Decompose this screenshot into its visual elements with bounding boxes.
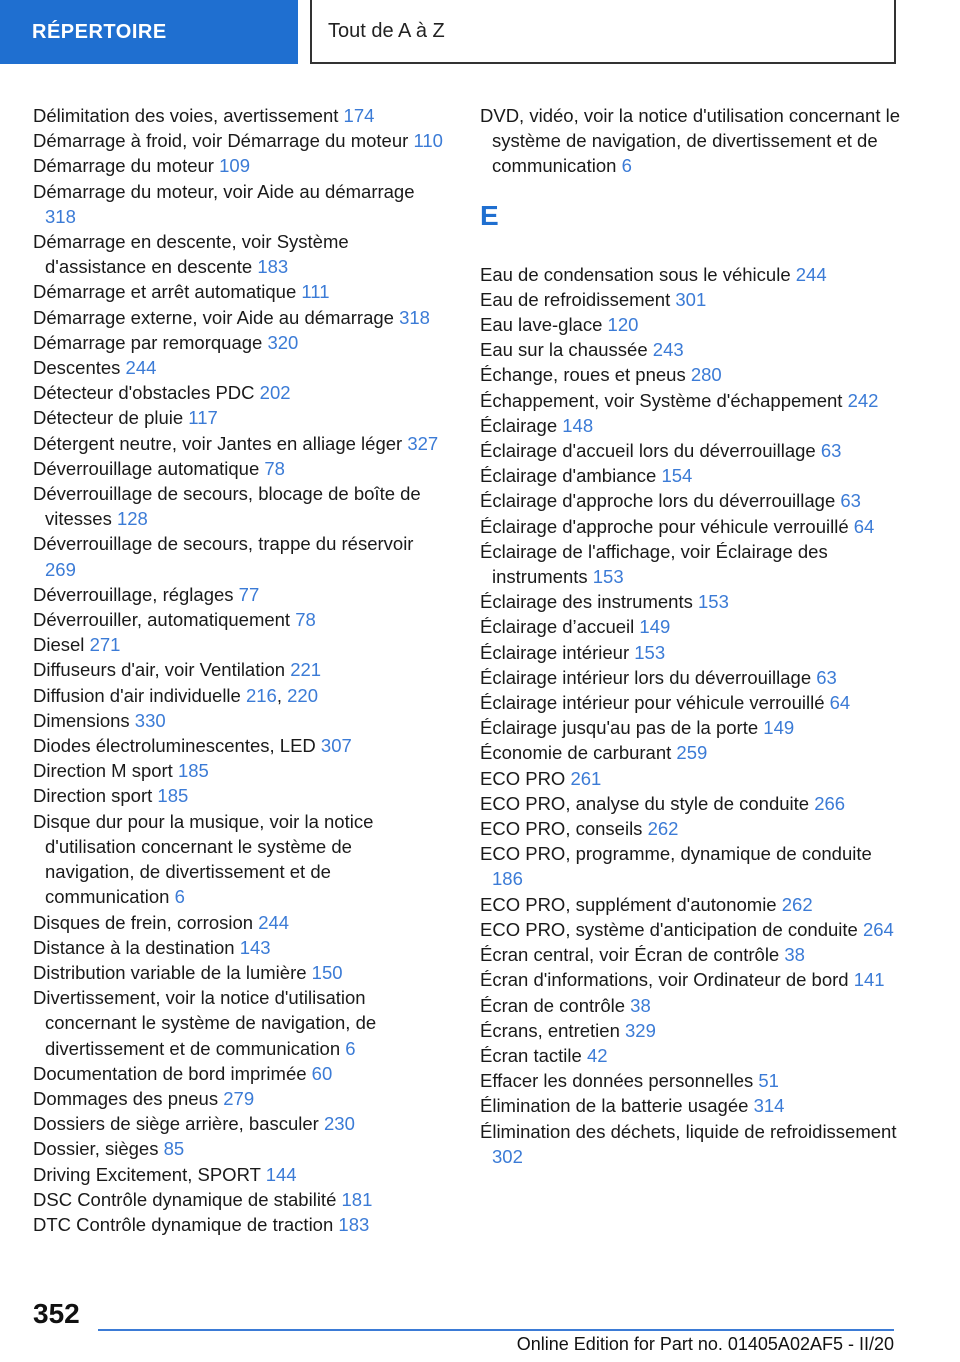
- entry-text: Dossier, sièges: [33, 1138, 164, 1160]
- entry-text: Éclairage intérieur pour véhicule verrouillé: [480, 692, 830, 714]
- entry-text: Déverrouillage de secours, blocage de boîte de vitesses: [33, 483, 421, 530]
- index-entry: [480, 791, 900, 816]
- index-entry: [480, 640, 900, 665]
- page-link[interactable]: 264: [862, 918, 894, 940]
- index-entry: [33, 632, 443, 657]
- index-entry: [480, 1018, 900, 1043]
- section-tab: RÉPERTOIRE: [0, 0, 298, 64]
- entry-text: Échange, roues et pneus: [480, 364, 691, 386]
- entry-text: Déverrouillage de secours, trappe du réservoir: [33, 533, 414, 555]
- page-link[interactable]: 141: [853, 969, 885, 991]
- index-entry: [480, 463, 900, 488]
- entry-text: Direction sport: [33, 785, 158, 807]
- index-entry: [480, 917, 900, 942]
- entry-text: Démarrage externe, voir Aide au démarrage: [33, 306, 400, 328]
- page-link[interactable]: 266: [814, 792, 846, 814]
- index-entry: [33, 456, 443, 481]
- page-link[interactable]: 120: [607, 314, 639, 336]
- page-link[interactable]: 244: [795, 263, 827, 285]
- index-entry: [480, 388, 900, 413]
- index-entry: [480, 1119, 900, 1169]
- page-number: 352: [33, 1298, 80, 1329]
- page-link[interactable]: 259: [676, 742, 708, 764]
- index-entry: [33, 103, 443, 128]
- entry-text: Diesel: [33, 634, 90, 656]
- entry-text: Diffusion d'air individuelle: [33, 684, 246, 706]
- entry-text: Éclairage intérieur lors du déverrouillage: [480, 666, 817, 688]
- index-entry: [33, 431, 443, 456]
- entry-text: Écran central, voir Écran de contrôle: [480, 944, 785, 966]
- index-entry: [33, 657, 443, 682]
- entry-text: Éclairage d'accueil lors du déverrouillage: [480, 440, 821, 462]
- page-link[interactable]: 202: [259, 382, 291, 404]
- index-entry: [33, 758, 443, 783]
- entry-text: Descentes: [33, 357, 126, 379]
- index-entry: [480, 488, 900, 513]
- page-link[interactable]: 78: [295, 609, 316, 631]
- page-link[interactable]: 111: [301, 281, 330, 303]
- entry-text: Démarrage par remorquage: [33, 331, 268, 353]
- entry-text: Distance à la destination: [33, 936, 240, 958]
- index-entry: [480, 287, 900, 312]
- index-entry: [480, 967, 900, 992]
- index-entry: [480, 841, 900, 891]
- page-link[interactable]: 301: [675, 288, 707, 310]
- index-entry: [33, 1187, 443, 1212]
- page-link[interactable]: 153: [634, 641, 666, 663]
- entry-text: Écran tactile: [480, 1044, 587, 1066]
- page-link[interactable]: 244: [258, 911, 290, 933]
- page-link[interactable]: 318: [399, 306, 430, 328]
- page-link[interactable]: 262: [781, 893, 813, 915]
- entry-text: Disque dur pour la musique, voir la notice d'utilisation concernant le système de navigation, de divertissement et de communication: [33, 810, 374, 908]
- page-link[interactable]: 244: [125, 357, 157, 379]
- page-link[interactable]: 6: [345, 1037, 356, 1059]
- index-entry: [480, 740, 900, 765]
- entry-text: Élimination des déchets, liquide de refroidissement: [480, 1120, 897, 1142]
- page-link[interactable]: 153: [592, 566, 624, 588]
- entry-text: ECO PRO, système d'anticipation de conduite: [480, 918, 863, 940]
- entry-text: Driving Excitement, SPORT: [33, 1163, 266, 1185]
- index-group-d-continued: [480, 103, 900, 179]
- index-entry: [33, 330, 443, 355]
- page-link[interactable]: 63: [820, 440, 842, 462]
- page-link[interactable]: 144: [265, 1163, 297, 1185]
- page-link[interactable]: 220: [287, 684, 319, 706]
- entry-text: Détergent neutre, voir Jantes en alliage léger: [33, 432, 408, 454]
- page-link[interactable]: 242: [847, 389, 879, 411]
- page-link[interactable]: 148: [562, 414, 594, 436]
- index-entry: [480, 103, 900, 179]
- index-entry: [33, 960, 443, 985]
- index-entry: [33, 380, 443, 405]
- page-link[interactable]: 150: [311, 961, 343, 983]
- entry-text: Éclairage de l'affichage, voir Éclairage des instruments: [480, 540, 828, 588]
- index-entry: [33, 1162, 443, 1187]
- entry-text: ECO PRO, conseils: [480, 818, 648, 840]
- entry-text: DTC Contrôle dynamique de traction: [33, 1213, 339, 1235]
- entry-text: Démarrage en descente, voir Système d'assistance en descente: [33, 231, 349, 278]
- page-header-title: Tout de A à Z: [310, 0, 896, 64]
- entry-text: Démarrage à froid, voir Démarrage du moteur: [33, 130, 414, 152]
- page-link[interactable]: 183: [338, 1213, 370, 1235]
- index-entry: [480, 766, 900, 791]
- entry-text: Démarrage et arrêt automatique: [33, 281, 302, 303]
- page-link[interactable]: 38: [630, 994, 651, 1016]
- index-entry: [33, 531, 443, 581]
- page-link[interactable]: 329: [625, 1019, 656, 1041]
- index-entry: [480, 1043, 900, 1068]
- page-link[interactable]: 85: [163, 1138, 185, 1160]
- entry-text: Détecteur d'obstacles PDC: [33, 382, 260, 404]
- entry-text: ECO PRO: [480, 767, 571, 789]
- index-entry: [480, 665, 900, 690]
- index-entry: [480, 690, 900, 715]
- entry-text: Élimination de la batterie usagée: [480, 1095, 754, 1117]
- page-link[interactable]: 185: [177, 760, 209, 782]
- entry-text: Documentation de bord imprimée: [33, 1062, 312, 1084]
- entry-text: Disques de frein, corrosion: [33, 911, 259, 933]
- index-entry: [480, 337, 900, 362]
- entry-text: Éclairage d'ambiance: [480, 465, 662, 487]
- index-entry: [33, 809, 443, 910]
- index-entry: [33, 1086, 443, 1111]
- page-link[interactable]: 271: [89, 634, 121, 656]
- index-entry: [480, 715, 900, 740]
- page-link[interactable]: 280: [690, 364, 722, 386]
- entry-text: Déverrouillage automatique: [33, 457, 265, 479]
- page-link[interactable]: 269: [45, 558, 76, 580]
- index-entry: [480, 993, 900, 1018]
- index-entry: [480, 1093, 900, 1118]
- index-entry: [480, 539, 900, 589]
- page-link[interactable]: 149: [639, 616, 671, 638]
- entry-text: DSC Contrôle dynamique de stabilité: [33, 1188, 342, 1210]
- index-entry: [480, 892, 900, 917]
- page-link[interactable]: 51: [758, 1070, 779, 1092]
- index-entry: [33, 708, 443, 733]
- index-entry: [33, 229, 443, 279]
- page-link[interactable]: 63: [816, 666, 837, 688]
- index-entry: [480, 413, 900, 438]
- page-link[interactable]: 6: [621, 155, 632, 177]
- index-entry: [480, 438, 900, 463]
- page-link[interactable]: 221: [290, 659, 322, 681]
- index-entry: [480, 362, 900, 387]
- index-column-left: [33, 103, 443, 1237]
- entry-text: Déverrouiller, automatiquement: [33, 609, 296, 631]
- index-entry: [33, 1061, 443, 1086]
- index-entry: [33, 279, 443, 304]
- index-entry: [480, 589, 900, 614]
- entry-text: Déverrouillage, réglages: [33, 583, 239, 605]
- entry-text: Éclairage d'approche lors du déverrouillage: [480, 490, 841, 512]
- page-link[interactable]: 261: [570, 767, 602, 789]
- index-entry: [33, 733, 443, 758]
- page-link[interactable]: 64: [853, 515, 875, 537]
- entry-text: Eau de refroidissement: [480, 288, 676, 310]
- entry-text: Écran d'informations, voir Ordinateur de bord: [480, 969, 854, 991]
- index-entry: [33, 910, 443, 935]
- page-link[interactable]: 38: [784, 944, 805, 966]
- entry-text: ECO PRO, programme, dynamique de conduite: [480, 843, 872, 865]
- section-letter-e: E: [480, 199, 499, 231]
- index-entry: [33, 607, 443, 632]
- entry-text: Éclairage d’accueil: [480, 616, 640, 638]
- entry-text: Éclairage d'approche pour véhicule verrouillé: [480, 515, 854, 537]
- page-link[interactable]: 154: [661, 465, 693, 487]
- entry-text: ECO PRO, supplément d'autonomie: [480, 893, 782, 915]
- page-link[interactable]: 279: [223, 1087, 255, 1109]
- footer-rule: [98, 1329, 894, 1331]
- page-link[interactable]: 109: [219, 155, 250, 177]
- page-link[interactable]: 330: [134, 709, 166, 731]
- index-entry: [33, 355, 443, 380]
- entry-text: Démarrage du moteur, voir Aide au démarrage: [33, 180, 415, 202]
- entry-text: Eau lave-glace: [480, 314, 608, 336]
- page-link[interactable]: 302: [492, 1145, 523, 1167]
- index-entry: [33, 481, 443, 531]
- page-link[interactable]: 181: [341, 1188, 373, 1210]
- entry-text: Délimitation des voies, avertissement: [33, 105, 344, 126]
- entry-text: Échappement, voir Système d'échappement: [480, 389, 848, 411]
- page-link[interactable]: 320: [267, 331, 299, 353]
- index-entry: [33, 985, 443, 1061]
- index-entry: [480, 262, 900, 287]
- entry-text: Dossiers de siège arrière, basculer: [33, 1113, 324, 1135]
- entry-text: Dimensions: [33, 709, 135, 731]
- page-link[interactable]: 77: [238, 583, 260, 605]
- entry-text: Écran de contrôle: [480, 994, 631, 1016]
- page-link[interactable]: 143: [239, 936, 271, 958]
- index-entry: [480, 816, 900, 841]
- page-link[interactable]: 110: [413, 130, 443, 152]
- page-link[interactable]: 128: [116, 508, 148, 530]
- page-link[interactable]: 63: [840, 490, 861, 512]
- page-link[interactable]: 42: [586, 1044, 608, 1066]
- index-entry: [480, 614, 900, 639]
- page-link[interactable]: 230: [324, 1113, 355, 1135]
- index-entry: [33, 582, 443, 607]
- index-group-e: [480, 262, 900, 1169]
- entry-text: Économie de carburant: [480, 742, 677, 764]
- page-link[interactable]: 216: [245, 684, 277, 706]
- entry-text: ECO PRO, analyse du style de conduite: [480, 792, 815, 814]
- entry-text: Effacer les données personnelles: [480, 1070, 759, 1092]
- entry-text: Démarrage du moteur: [33, 155, 220, 177]
- page-link[interactable]: 314: [753, 1095, 785, 1117]
- page-link[interactable]: 183: [257, 256, 289, 278]
- entry-text: Divertissement, voir la notice d'utilisation concernant le système de navigation, de divertissement et de communication: [33, 987, 377, 1059]
- page-link[interactable]: 185: [157, 785, 189, 807]
- entry-text: Diffuseurs d'air, voir Ventilation: [33, 659, 291, 681]
- index-entry: [33, 405, 443, 430]
- page-link[interactable]: 153: [698, 591, 729, 613]
- index-entry: [480, 312, 900, 337]
- page-link[interactable]: 6: [174, 886, 185, 908]
- page-link[interactable]: 149: [763, 717, 795, 739]
- index-entry: [480, 514, 900, 539]
- index-entry: [33, 1136, 443, 1161]
- index-entry: [33, 935, 443, 960]
- index-entry: [33, 1111, 443, 1136]
- index-entry: Diffusion d'air individuelle 216, 220: [33, 684, 319, 706]
- index-column-right: [480, 103, 900, 1169]
- page-link[interactable]: 243: [652, 339, 684, 361]
- entry-text: Direction M sport: [33, 760, 178, 782]
- entry-text: Détecteur de pluie: [33, 407, 189, 429]
- entry-text: DVD, vidéo, voir la notice d'utilisation concernant le système de navigation, de divertissement et de communication: [480, 105, 900, 177]
- page-link[interactable]: 262: [647, 818, 679, 840]
- page-link[interactable]: 174: [343, 105, 375, 126]
- entry-text: Distribution variable de la lumière: [33, 961, 312, 983]
- index-entry: [33, 1212, 443, 1237]
- page-link[interactable]: 78: [264, 457, 285, 479]
- entry-text: Eau de condensation sous le véhicule: [480, 263, 796, 285]
- entry-text: Éclairage des instruments: [480, 591, 698, 613]
- index-entry: [33, 179, 443, 229]
- entry-text: Éclairage jusqu'au pas de la porte: [480, 717, 764, 739]
- index-entry: [33, 305, 443, 330]
- page-link[interactable]: 327: [407, 432, 439, 454]
- page-link[interactable]: 64: [829, 692, 851, 714]
- page-link[interactable]: 307: [320, 735, 352, 757]
- index-entry: [33, 783, 443, 808]
- index-entry: [33, 153, 443, 178]
- index-entry: [480, 942, 900, 967]
- page-link[interactable]: 186: [492, 868, 523, 890]
- page-link[interactable]: 60: [311, 1062, 333, 1084]
- entry-text: Eau sur la chaussée: [480, 339, 653, 361]
- entry-text: Éclairage intérieur: [480, 641, 635, 663]
- footer-edition: Online Edition for Part no. 01405A02AF5 - II/20: [516, 1334, 894, 1354]
- index-entry: [33, 128, 443, 153]
- page-link[interactable]: 117: [188, 407, 218, 429]
- entry-text: Diodes électroluminescentes, LED: [33, 735, 321, 757]
- entry-text: Écrans, entretien: [480, 1019, 625, 1041]
- index-entry: [480, 1068, 900, 1093]
- entry-text: Éclairage: [480, 414, 563, 436]
- entry-text: Dommages des pneus: [33, 1087, 224, 1109]
- page-link[interactable]: 318: [45, 205, 76, 227]
